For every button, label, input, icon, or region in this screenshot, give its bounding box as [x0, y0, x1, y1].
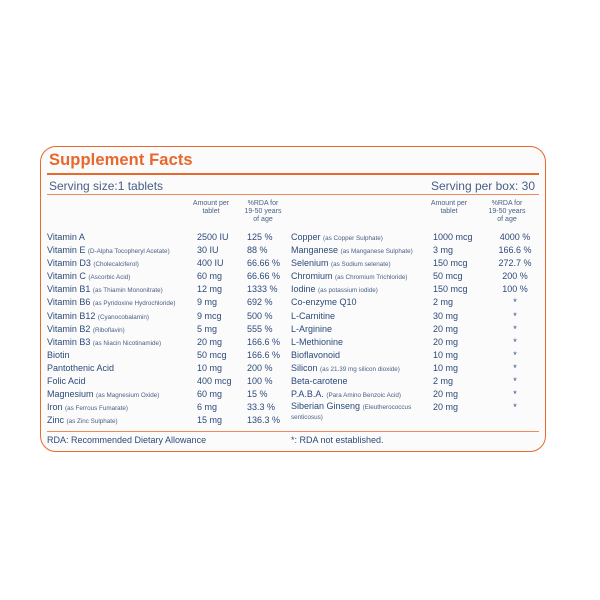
nutrient-rda: * — [513, 297, 517, 308]
nutrient-row — [291, 388, 541, 401]
nutrient-label: Vitamin B3 — [47, 336, 91, 347]
nutrient-row — [291, 257, 541, 270]
nutrient-rda: 88 % — [247, 245, 268, 256]
nutrient-rda: 125 % — [247, 232, 273, 242]
nutrient-amount: 60 mg — [197, 389, 223, 400]
nutrient-source-note: (D-Alpha Tocopheryl Acetate) — [87, 248, 170, 256]
nutrient-amount: 50 mcg — [197, 349, 227, 360]
nutrient-rda: 692 % — [247, 297, 273, 308]
nutrient-row — [291, 362, 541, 375]
nutrient-rda: 200 % — [502, 271, 528, 282]
left-amount-header: Amount per tablet — [192, 200, 230, 215]
nutrient-amount: 20 mg — [433, 389, 459, 400]
nutrient-amount: 2500 IU — [197, 232, 229, 242]
nutrient-rda: 200 % — [247, 362, 273, 373]
nutrient-row — [47, 349, 287, 362]
nutrient-label: Vitamin B12 — [47, 310, 96, 321]
nutrient-name — [291, 402, 431, 422]
supplement-facts-panel — [40, 146, 546, 452]
serving-divider — [47, 194, 539, 195]
nutrient-source-note: (as Sodium selenate) — [331, 261, 391, 269]
nutrient-source-note: (as Chromium Trichloride) — [335, 274, 408, 282]
nutrient-label: L-Methionine — [291, 336, 344, 347]
nutrient-amount: 150 mcg — [433, 284, 468, 295]
nutrient-name — [291, 362, 400, 376]
left-nutrient-list — [47, 231, 287, 427]
nutrient-name — [291, 323, 332, 336]
nutrient-label: Vitamin B6 — [47, 297, 91, 308]
rda-footnote: RDA: Recommended Dietary Allowance — [47, 435, 207, 445]
nutrient-name — [291, 310, 335, 323]
nutrient-source-note: (as 21.39 mg silicon dioxide) — [320, 365, 400, 373]
nutrient-row — [47, 414, 287, 427]
nutrient-amount: 20 mg — [433, 336, 459, 347]
nutrient-source-note: (as Magnesium Oxide) — [96, 392, 160, 400]
nutrient-label: L-Carnitine — [291, 310, 336, 321]
nutrient-label: P.A.B.A. — [291, 389, 324, 400]
nutrient-label: Folic Acid — [47, 376, 86, 387]
nutrient-rda: 4000 % — [499, 232, 531, 242]
nutrient-amount: 9 mcg — [197, 310, 222, 321]
nutrient-name — [291, 388, 401, 402]
nutrient-amount: 12 mg — [197, 284, 223, 295]
nutrient-row — [291, 310, 541, 323]
nutrient-amount: 1000 mcg — [433, 232, 473, 242]
nutrient-rda: 272.7 % — [498, 258, 532, 269]
nutrient-name — [291, 375, 348, 388]
nutrient-row — [47, 296, 287, 309]
nutrient-name — [291, 270, 407, 284]
nutrient-label: Iron — [47, 402, 63, 413]
nutrient-label: Copper — [291, 232, 321, 242]
nutrient-rda: 166.6 % — [247, 349, 281, 360]
nutrient-rda: * — [513, 362, 517, 373]
nutrient-row — [291, 244, 541, 257]
nutrient-label: Vitamin A — [47, 232, 85, 242]
nutrient-name — [47, 388, 159, 402]
nutrient-row — [47, 231, 287, 244]
nutrient-source-note: (Ascorbic Acid) — [88, 274, 131, 282]
nutrient-rda: 66.66 % — [247, 271, 281, 282]
nutrient-amount: 150 mcg — [433, 258, 468, 269]
nutrient-label: Magnesium — [47, 389, 94, 400]
nutrient-amount: 400 mcg — [197, 376, 232, 387]
nutrient-row — [47, 257, 287, 270]
nutrient-label: Co-enzyme Q10 — [291, 297, 357, 308]
nutrient-row — [291, 231, 541, 244]
nutrient-name — [47, 401, 128, 415]
nutrient-amount: 6 mg — [197, 402, 218, 413]
nutrient-label: Selenium — [291, 258, 329, 269]
nutrient-name — [47, 310, 149, 324]
nutrient-rda: 555 % — [247, 323, 273, 334]
nutrient-label: Siberian Ginseng — [291, 401, 361, 412]
star-footnote: *: RDA not established. — [291, 435, 384, 445]
nutrient-rda: * — [513, 323, 517, 334]
nutrient-label: Silicon — [291, 362, 318, 373]
nutrient-row — [47, 283, 287, 296]
nutrient-source-note: (as Zinc Sulphate) — [66, 418, 118, 426]
nutrient-label: Vitamin D3 — [47, 258, 91, 269]
nutrient-name — [291, 349, 340, 362]
nutrient-row — [47, 375, 287, 388]
nutrient-amount: 20 mg — [197, 336, 223, 347]
nutrient-name — [291, 283, 378, 297]
nutrient-source-note: (as potassium iodide) — [318, 287, 378, 295]
nutrient-label: L-Arginine — [291, 323, 333, 334]
nutrient-amount: 5 mg — [197, 323, 218, 334]
nutrient-source-note: (Para Amino Benzoic Acid) — [326, 392, 401, 400]
nutrient-rda: 1333 % — [247, 284, 278, 295]
nutrient-row — [47, 270, 287, 283]
nutrient-label: Manganese — [291, 245, 339, 256]
nutrient-rda: 15 % — [247, 389, 268, 400]
nutrient-name — [47, 375, 86, 388]
right-amount-header: Amount per tablet — [430, 200, 468, 215]
serving-per-box: Serving per box: 30 — [430, 179, 535, 193]
nutrient-name — [47, 270, 130, 284]
nutrient-amount: 50 mcg — [433, 271, 463, 282]
nutrient-amount: 9 mg — [197, 297, 218, 308]
nutrient-rda: 66.66 % — [247, 258, 281, 269]
nutrient-row — [291, 375, 541, 388]
nutrient-source-note: (as Thiamin Mononitrate) — [92, 287, 163, 295]
nutrient-label: Iodine — [291, 284, 316, 295]
nutrient-row — [47, 244, 287, 257]
nutrient-name — [47, 231, 85, 244]
nutrient-row — [47, 310, 287, 323]
nutrient-source-note: (as Ferrous Fumarate) — [65, 405, 129, 413]
nutrient-amount: 30 mg — [433, 310, 459, 321]
nutrient-row — [47, 362, 287, 375]
nutrient-amount: 15 mg — [197, 415, 223, 426]
nutrient-name — [291, 296, 357, 309]
nutrient-rda: * — [513, 402, 517, 413]
nutrient-amount: 30 IU — [197, 245, 219, 256]
nutrient-name — [47, 414, 118, 428]
nutrient-label: Zinc — [47, 415, 65, 426]
nutrient-source-note: (Cyanocobalamin) — [97, 313, 149, 321]
nutrient-amount: 3 mg — [433, 245, 454, 256]
nutrient-amount: 20 mg — [433, 323, 459, 334]
top-divider — [47, 173, 539, 175]
nutrient-label: Vitamin B1 — [47, 284, 91, 295]
nutrient-label: Vitamin E — [47, 245, 86, 256]
nutrient-source-note: (as Pyridoxine Hydrochloride) — [92, 300, 176, 308]
nutrient-rda: 166.6 % — [247, 336, 281, 347]
nutrient-row — [291, 323, 541, 336]
nutrient-rda: 500 % — [247, 310, 273, 321]
nutrient-name — [47, 257, 139, 271]
nutrient-name — [47, 336, 161, 350]
nutrient-name — [47, 362, 114, 375]
nutrient-row — [291, 349, 541, 362]
nutrient-rda: * — [513, 310, 517, 321]
left-rda-header: %RDA for 19-50 years of age — [244, 200, 282, 223]
nutrient-name — [291, 336, 343, 349]
nutrient-name — [47, 323, 125, 337]
nutrient-row — [291, 283, 541, 296]
panel-title: Supplement Facts — [49, 151, 193, 169]
nutrient-row — [47, 336, 287, 349]
nutrient-row — [291, 401, 541, 421]
right-nutrient-list — [291, 231, 541, 421]
nutrient-label: Bioflavonoid — [291, 349, 341, 360]
nutrient-rda: 166.6 % — [498, 245, 532, 256]
nutrient-source-note: (Eleutherococcus senticosus) — [291, 404, 412, 422]
nutrient-rda: 100 % — [502, 284, 528, 295]
nutrient-source-note: (Cholecalciferol) — [93, 261, 139, 269]
nutrient-label: Vitamin C — [47, 271, 86, 282]
serving-size: Serving size:1 tablets — [49, 179, 164, 193]
nutrient-rda: 136.3 % — [247, 415, 281, 426]
nutrient-amount: 10 mg — [433, 362, 459, 373]
nutrient-row — [291, 270, 541, 283]
nutrient-row — [291, 336, 541, 349]
right-rda-header: %RDA for 19-50 years of age — [488, 200, 526, 223]
nutrient-row — [47, 388, 287, 401]
nutrient-amount: 2 mg — [433, 297, 454, 308]
nutrient-name — [291, 257, 391, 271]
nutrient-row — [291, 296, 541, 309]
nutrient-amount: 2 mg — [433, 376, 454, 387]
nutrient-label: Vitamin B2 — [47, 323, 91, 334]
nutrient-amount: 60 mg — [197, 271, 223, 282]
nutrient-rda: * — [513, 336, 517, 347]
bottom-divider — [47, 431, 539, 432]
nutrient-amount: 20 mg — [433, 402, 459, 413]
nutrient-source-note: (as Niacin Nicotinamide) — [92, 339, 162, 347]
nutrient-name — [47, 349, 70, 362]
nutrient-rda: 33.3 % — [247, 402, 276, 413]
nutrient-rda: * — [513, 389, 517, 400]
nutrient-row — [47, 323, 287, 336]
nutrient-label: Biotin — [47, 349, 70, 360]
nutrient-source-note: (as Manganese Sulphate) — [340, 248, 413, 256]
nutrient-rda: * — [513, 349, 517, 360]
nutrient-source-note: (as Copper Sulphate) — [323, 235, 383, 242]
nutrient-amount: 400 IU — [197, 258, 224, 269]
nutrient-amount: 10 mg — [197, 362, 223, 373]
nutrient-amount: 10 mg — [433, 349, 459, 360]
nutrient-label: Chromium — [291, 271, 333, 282]
nutrient-name — [47, 296, 175, 310]
nutrient-label: Pantothenic Acid — [47, 362, 115, 373]
nutrient-name — [291, 231, 383, 245]
nutrient-label: Beta-carotene — [291, 376, 348, 387]
nutrient-name — [47, 283, 163, 297]
nutrient-name — [291, 244, 413, 258]
nutrient-row — [47, 401, 287, 414]
nutrient-name — [47, 244, 170, 258]
nutrient-rda: * — [513, 376, 517, 387]
nutrient-source-note: (Riboflavin) — [92, 326, 125, 334]
nutrient-rda: 100 % — [247, 376, 273, 387]
